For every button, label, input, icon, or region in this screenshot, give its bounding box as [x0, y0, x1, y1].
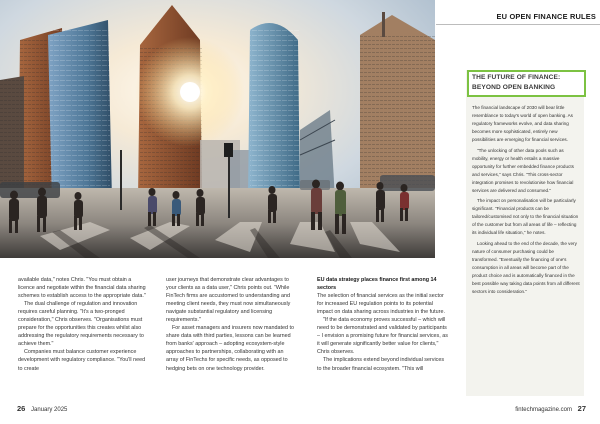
sidebar-paragraph: The impact on personalisation will be particularly significant. "Financial products can be tailored/customised not only to the financial situation of the customer but from all areas of life – reflecting its individual life situation," he notes. [472, 198, 579, 236]
issue-date: January 2025 [31, 407, 68, 413]
article-paragraph: Companies must balance customer experience development with regulatory compliance. "You'll need to create [18, 349, 146, 372]
sidebar-title-line1: THE FUTURE OF FINANCE: [472, 74, 561, 81]
section-header: EU OPEN FINANCE RULES [496, 12, 596, 21]
article-paragraph: The implications extend beyond individual services to the broader financial ecosystem. "This will [317, 357, 445, 372]
article-paragraph: "If the data economy proves successful – which will need to be demonstrated and validated by participants – I envision a promising future for financial services, as it will generate significantly better value for clients," Chris observes. [317, 317, 448, 356]
header-divider [436, 24, 600, 25]
page-number-left: 26 [17, 404, 26, 413]
sidebar-paragraph: "The unlocking of other data pools such as mobility, energy or health entails a massive opportunity for further embedded finance products and services," says Chris. "This cross-sector integration promises to revolutionise how financial services are delivered and consumed." [472, 147, 574, 193]
sidebar-paragraph: Looking ahead to the end of the decade, the very nature of consumer purchasing could be transformed. "Eventually the financing of one's consumption in all areas will become part of the product choice and is automatically financed in the best possible way taking data points from all different sectors into consideration." [472, 240, 580, 295]
article-paragraph: user journeys that demonstrate clear advantages to your clients as a data user," Chris points out. "While FinTech firms are accustomed to understanding and meeting client needs, they must now simultaneously navigate substantial regulatory and licensing requirements." [166, 277, 291, 324]
sidebar-paragraph: The financial landscape of 2030 will bear little resemblance to today's world of open banking. As regulatory frameworks evolve, and data sharing becomes more sophisticated, entirely new possibilities are emerging for financial services. [472, 105, 573, 143]
article-column-3 [317, 276, 448, 373]
sidebar-body [472, 104, 580, 299]
footer-right [515, 404, 586, 413]
city-street-photo [0, 0, 435, 258]
article-paragraph: The selection of financial services as the initial sector for increased EU regulation points to its potential impact on data sharing across industries in the future. [317, 293, 445, 316]
article-paragraph: available data," notes Chris. "You must obtain a licence and negotiate within the financial data sharing schemes to establish access to the appropriate data." [18, 277, 146, 300]
article-column-1 [18, 276, 149, 373]
article-subhead: EU data strategy places finance first among 14 sectors [317, 277, 437, 292]
article-paragraph: The dual challenge of regulation and innovation requires careful planning. "It's a two-pronged consideration," Chris observes. "Organisations must prepare for the opportunities this creates whilst also addressing the regulatory requirements necessary to achieve them." [18, 301, 144, 348]
sidebar-title-box [467, 70, 586, 97]
sidebar-title-line2: BEYOND OPEN BANKING [472, 83, 556, 91]
article-column-2 [166, 276, 297, 373]
page-number-right: 27 [577, 404, 586, 413]
site-url: fintechmagazine.com [515, 407, 572, 413]
footer-left [17, 404, 67, 413]
article-paragraph: For asset managers and insurers now mandated to share data with third parties, lessons can be learned from banks' approach – adopting ecosystem-style approaches to partnerships, collaborating with an array of FinTechs for specific needs, as opposed to hedging bets on one technology provider. [166, 325, 294, 372]
